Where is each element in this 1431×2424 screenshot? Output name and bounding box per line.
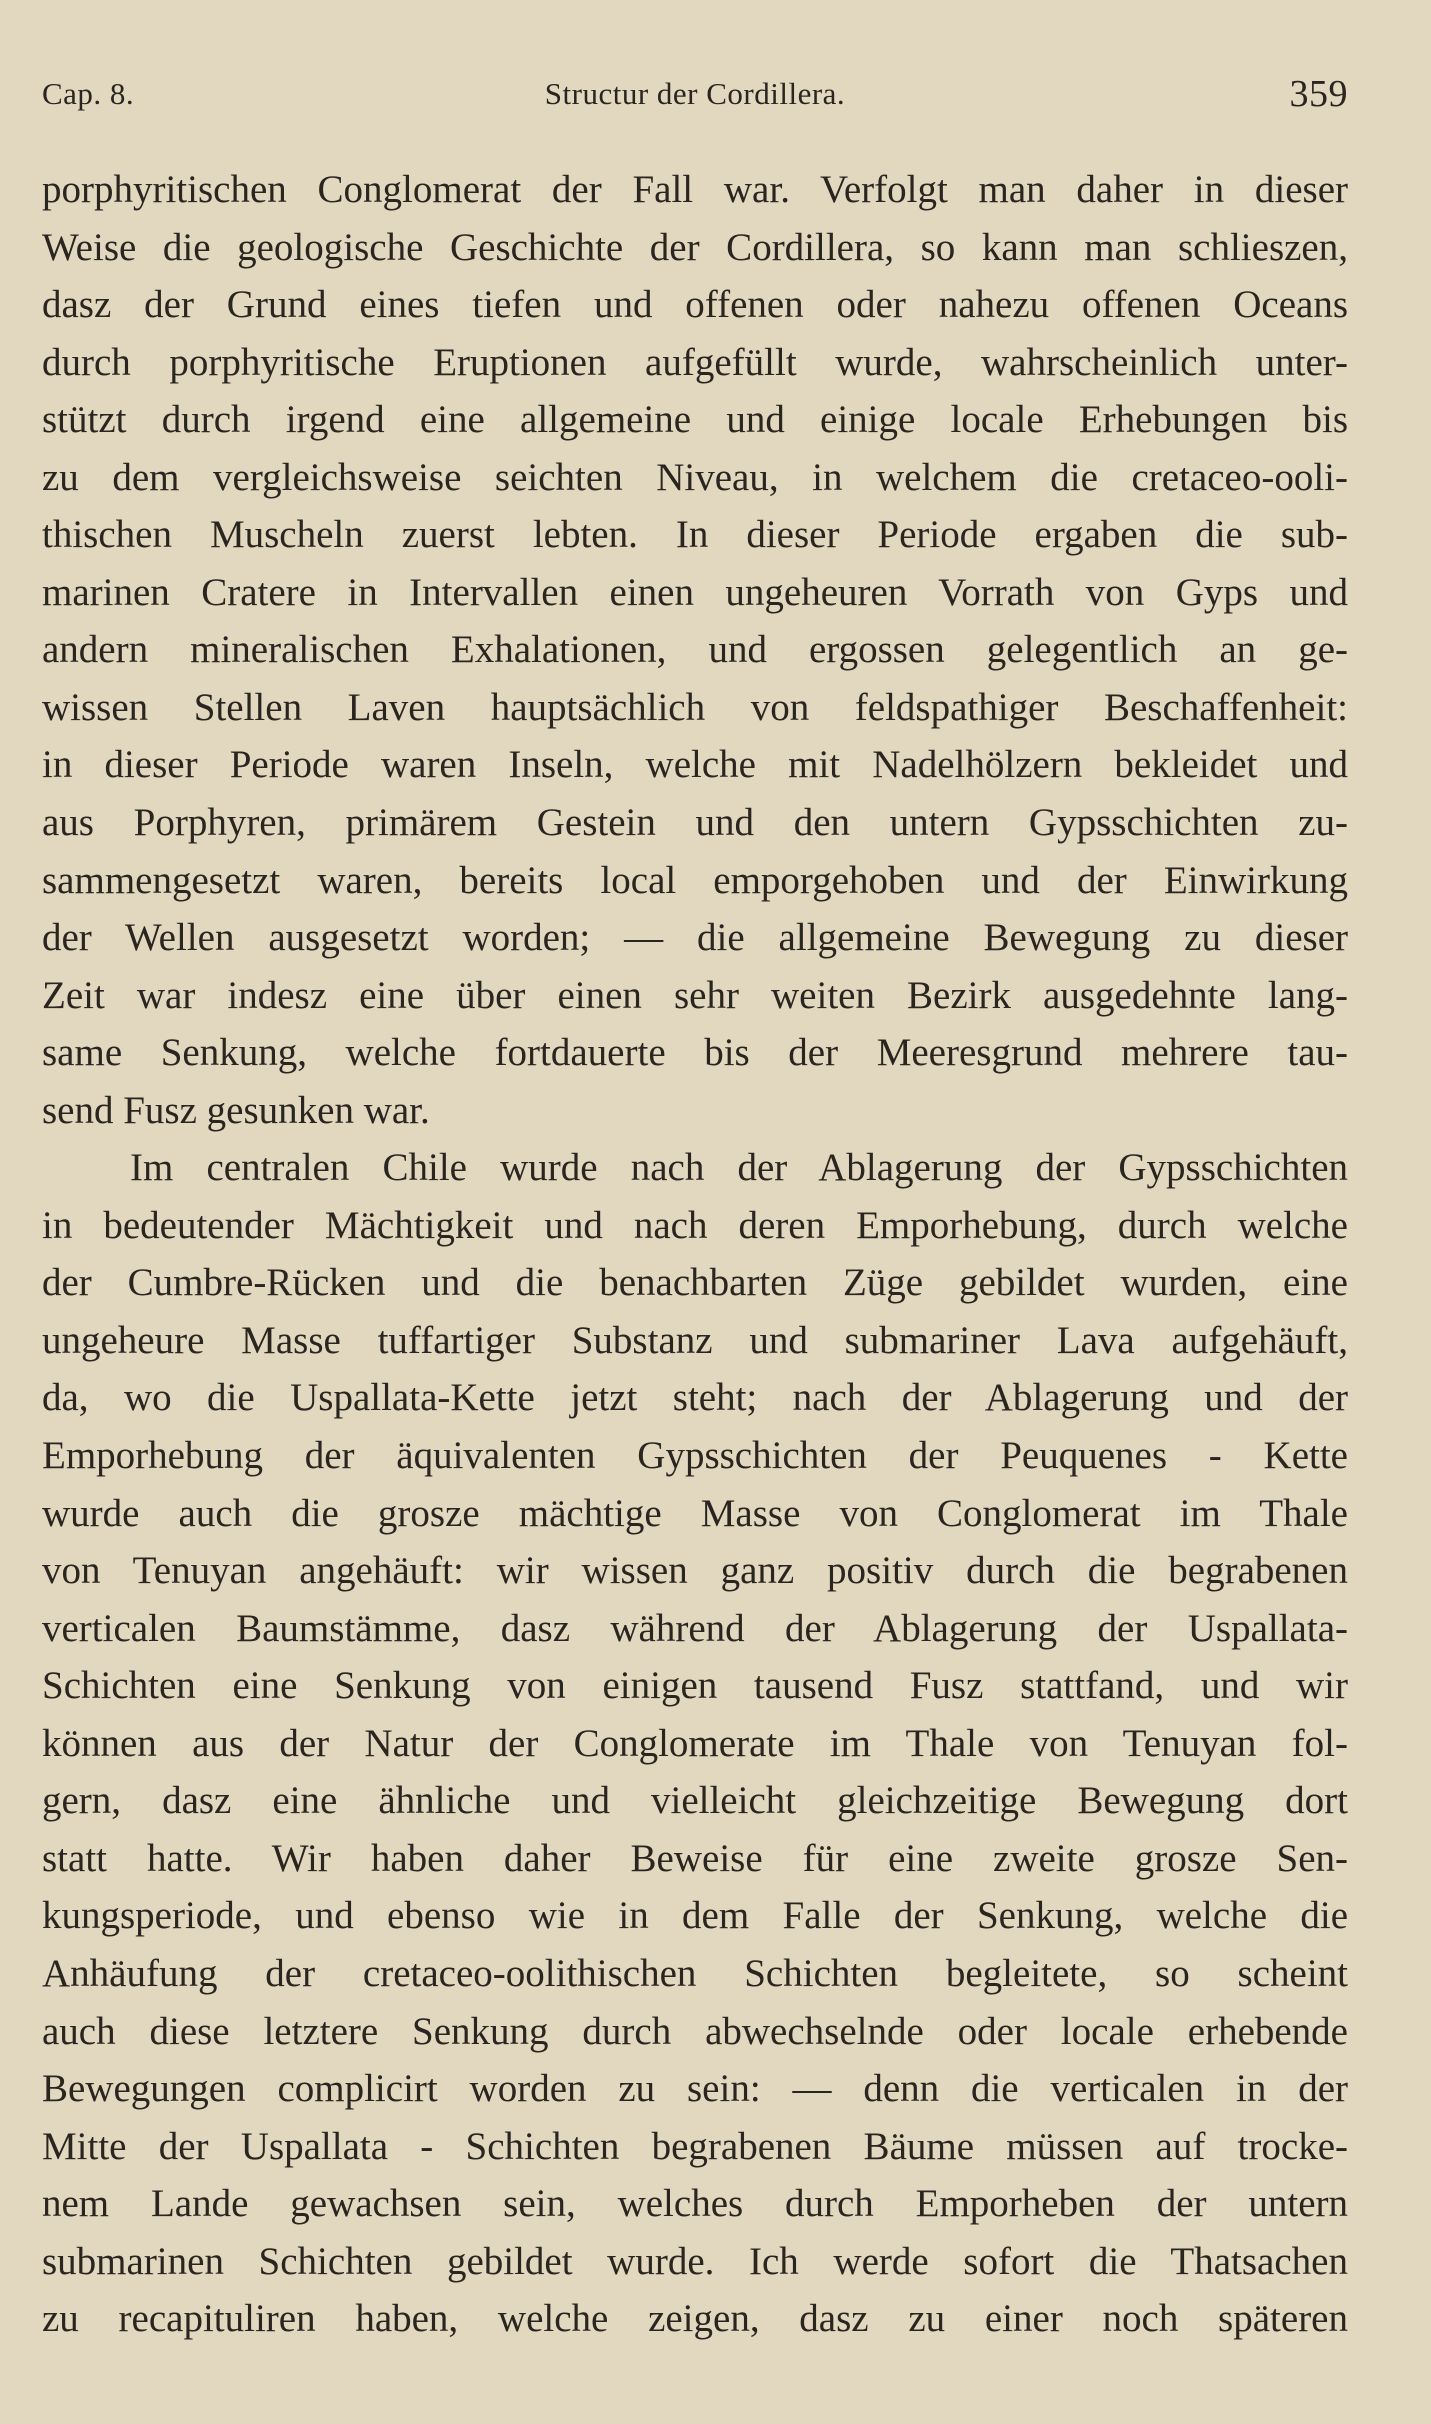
text-line: in bedeutender Mächtigkeit und nach deren Emporhebung, durch welche (42, 1203, 1348, 1247)
running-header (42, 72, 1348, 122)
text-line: kungsperiode, und ebenso wie in dem Falle der Senkung, welche die (42, 1894, 1348, 1938)
text-line: da, wo die Uspallata-Kette jetzt steht; nach der Ablagerung und der (42, 1376, 1348, 1420)
paragraph-end-line: send Fusz gesunken war. (42, 1088, 430, 1132)
text-line: andern mineralischen Exhalationen, und ergossen gelegentlich an ge- (42, 628, 1348, 672)
text-line: wurde auch die grosze mächtige Masse von Conglomerat im Thale (42, 1491, 1348, 1535)
text-line: submarinen Schichten gebildet wurde. Ich werde sofort die Thatsachen (42, 2239, 1348, 2283)
text-line: dasz der Grund eines tiefen und offenen oder nahezu offenen Oceans (42, 283, 1348, 327)
text-line: same Senkung, welche fortdauerte bis der Meeresgrund mehrere tau- (42, 1031, 1348, 1075)
text-line: in dieser Periode waren Inseln, welche mit Nadelhölzern bekleidet und (42, 743, 1348, 787)
text-line: marinen Cratere in Intervallen einen ungeheuren Vorrath von Gyps und (42, 570, 1348, 614)
page-number: 359 (1289, 73, 1348, 115)
text-line: Emporhebung der äquivalenten Gypsschichten der Peuquenes - Kette (42, 1434, 1348, 1478)
text-line: stützt durch irgend eine allgemeine und einige locale Erhebungen bis (42, 398, 1348, 442)
text-line: Mitte der Uspallata - Schichten begrabenen Bäume müssen auf trocke- (42, 2124, 1348, 2168)
text-line: zu recapituliren haben, welche zeigen, dasz zu einer noch späteren (42, 2297, 1348, 2341)
text-line: statt hatte. Wir haben daher Beweise für eine zweite grosze Sen- (42, 1836, 1348, 1880)
text-line: Zeit war indesz eine über einen sehr weiten Bezirk ausgedehnte lang- (42, 973, 1348, 1017)
text-line: Schichten eine Senkung von einigen tausend Fusz stattfand, und wir (42, 1664, 1348, 1708)
text-line: wissen Stellen Laven hauptsächlich von feldspathiger Beschaffenheit: (42, 685, 1348, 729)
text-line: der Cumbre-Rücken und die benachbarten Züge gebildet wurden, eine (42, 1261, 1348, 1305)
text-line: Anhäufung der cretaceo-oolithischen Schichten begleitete, so scheint (42, 1951, 1348, 1995)
text-line: Weise die geologische Geschichte der Cordillera, so kann man schlieszen, (42, 225, 1348, 269)
text-line: porphyritischen Conglomerat der Fall war. Verfolgt man daher in dieser (42, 168, 1348, 211)
text-line: gern, dasz eine ähnliche und vielleicht gleichzeitige Bewegung dort (42, 1779, 1348, 1823)
text-line: durch porphyritische Eruptionen aufgefüllt wurde, wahrscheinlich unter- (42, 340, 1348, 384)
text-line: auch diese letztere Senkung durch abwechselnde oder locale erhebende (42, 2009, 1348, 2053)
text-line: thischen Muscheln zuerst lebten. In dieser Periode ergaben die sub- (42, 513, 1348, 557)
running-title: Structur der Cordillera. (544, 76, 846, 111)
text-line: von Tenuyan angehäuft: wir wissen ganz positiv durch die begrabenen (42, 1549, 1348, 1593)
body-text (42, 161, 1348, 2348)
text-line: der Wellen ausgesetzt worden; — die allgemeine Bewegung zu dieser (42, 916, 1348, 960)
paragraph-start-line: Im centralen Chile wurde nach der Ablagerung der Gypsschichten (130, 1146, 1348, 1190)
chapter-label: Cap. 8. (42, 76, 135, 111)
text-line: aus Porphyren, primärem Gestein und den untern Gypsschichten zu- (42, 801, 1348, 845)
text-line: verticalen Baumstämme, dasz während der Ablagerung der Uspallata- (42, 1606, 1348, 1650)
text-line: nem Lande gewachsen sein, welches durch Emporheben der untern (42, 2182, 1348, 2226)
text-line: zu dem vergleichsweise seichten Niveau, in welchem die cretaceo-ooli- (42, 455, 1348, 499)
text-line: ungeheure Masse tuffartiger Substanz und submariner Lava aufgehäuft, (42, 1318, 1348, 1362)
text-line: sammengesetzt waren, bereits local emporgehoben und der Einwirkung (42, 858, 1348, 902)
text-line: Bewegungen complicirt worden zu sein: — denn die verticalen in der (42, 2067, 1348, 2111)
text-line: können aus der Natur der Conglomerate im Thale von Tenuyan fol- (42, 1721, 1348, 1765)
